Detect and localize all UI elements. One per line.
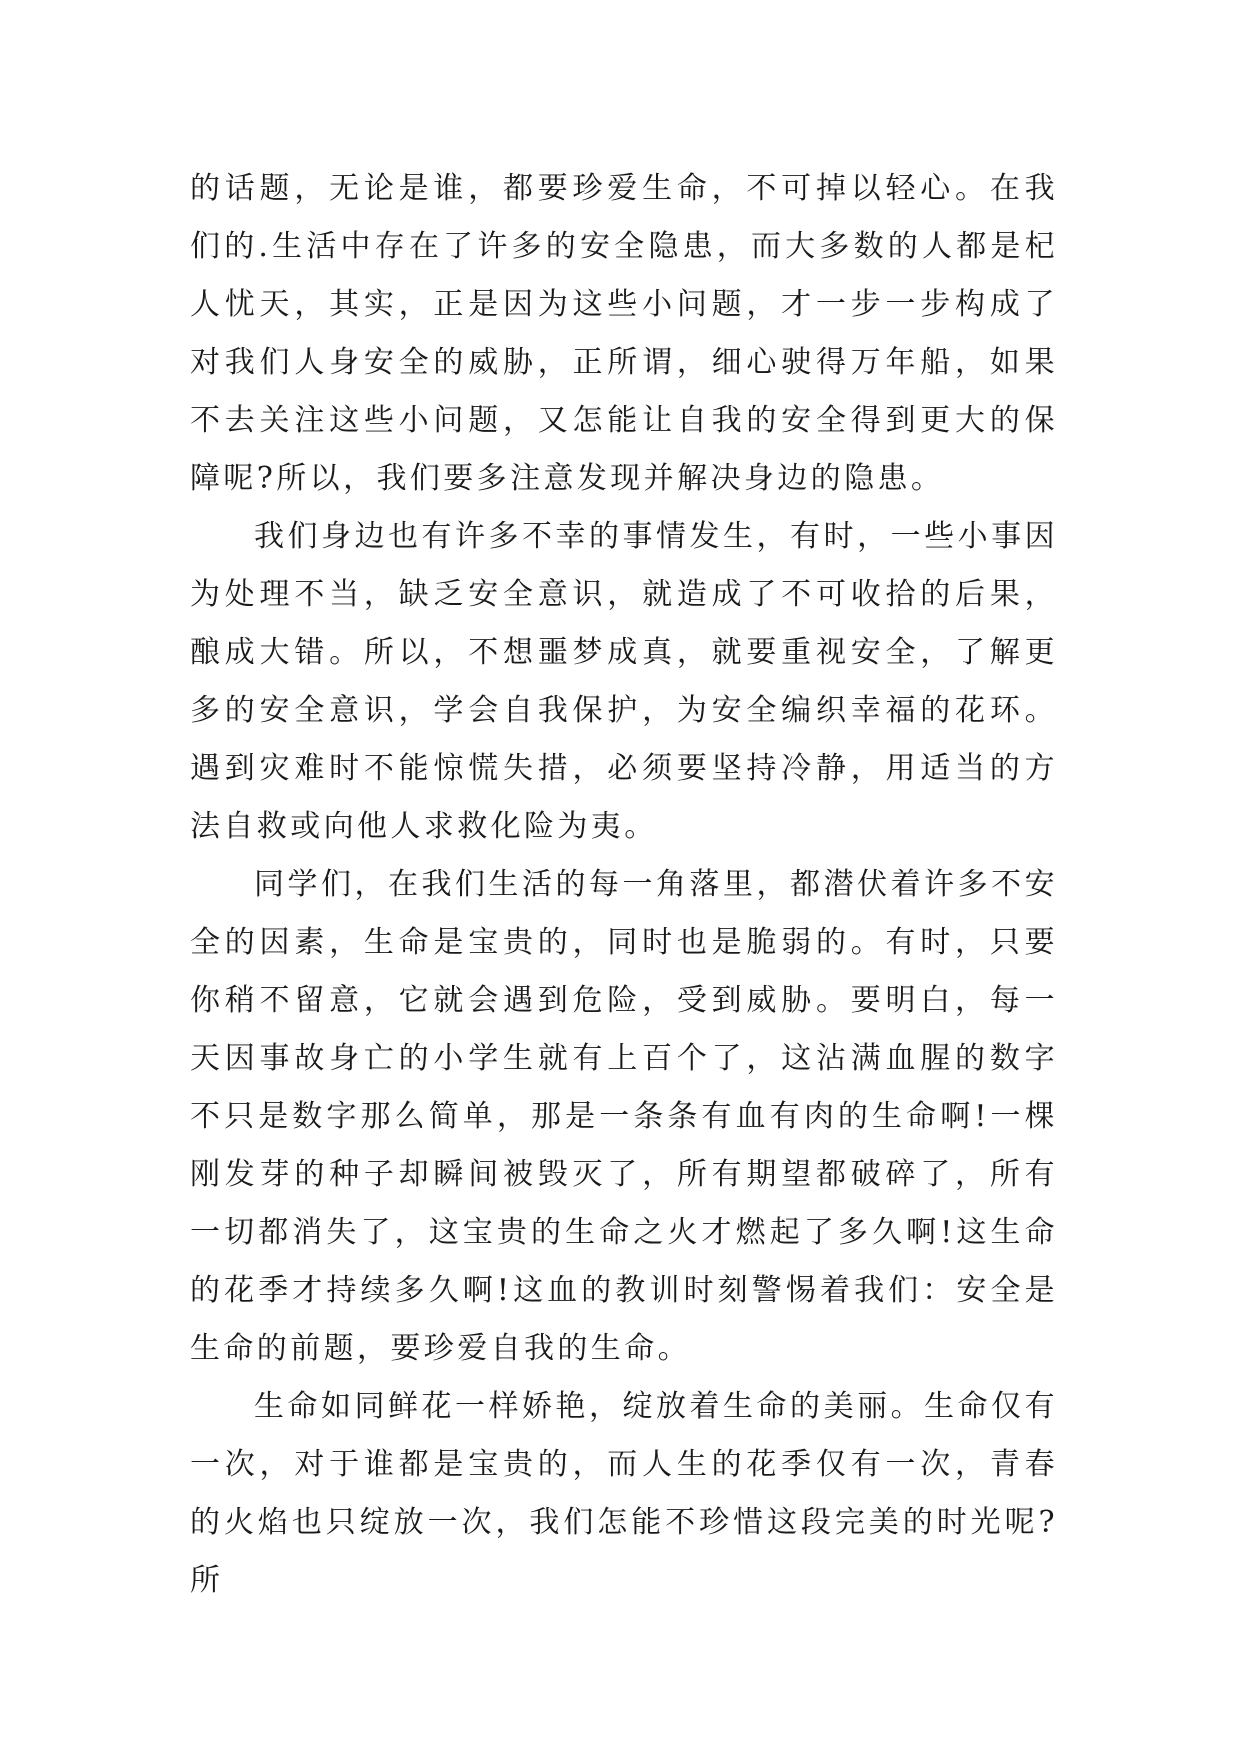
paragraph-3: 同学们，在我们生活的每一角落里，都潜伏着许多不安全的因素，生命是宝贵的，同时也是脆弱的。有时，只要你稍不留意，它就会遇到危险，受到威胁。要明白，每一天因事故身亡的小学生就有上百个了，这沾满血腥的数字不只是数字那么简单，那是一条条有血有肉的生命啊!一棵刚发芽的种子却瞬间被毁灭了，所有期望都破碎了，所有一切都消失了，这宝贵的生命之火才燃起了多久啊!这生命的花季才持续多久啊!这血的教训时刻警惕着我们：安全是生命的前题，要珍爱自我的生命。 (190, 867, 1058, 1366)
body-text (190, 160, 1058, 1610)
paragraph-1: 的话题，无论是谁，都要珍爱生命，不可掉以轻心。在我们的.生活中存在了许多的安全隐患，而大多数的人都是杞人忧天，其实，正是因为这些小问题，才一步一步构成了对我们人身安全的威胁，正所谓，细心驶得万年船，如果不去关注这些小问题，又怎能让自我的安全得到更大的保障呢?所以，我们要多注意发现并解决身边的隐患。 (190, 171, 1058, 496)
paragraph-4: 生命如同鲜花一样娇艳，绽放着生命的美丽。生命仅有一次，对于谁都是宝贵的，而人生的花季仅有一次，青春的火焰也只绽放一次，我们怎能不珍惜这段完美的时光呢?所 (190, 1389, 1058, 1598)
paragraph-2: 我们身边也有许多不幸的事情发生，有时，一些小事因为处理不当，缺乏安全意识，就造成了不可收拾的后果，酿成大错。所以，不想噩梦成真，就要重视安全，了解更多的安全意识，学会自我保护，为安全编织幸福的花环。遇到灾难时不能惊慌失措，必须要坚持冷静，用适当的方法自救或向他人求救化险为夷。 (190, 519, 1058, 844)
